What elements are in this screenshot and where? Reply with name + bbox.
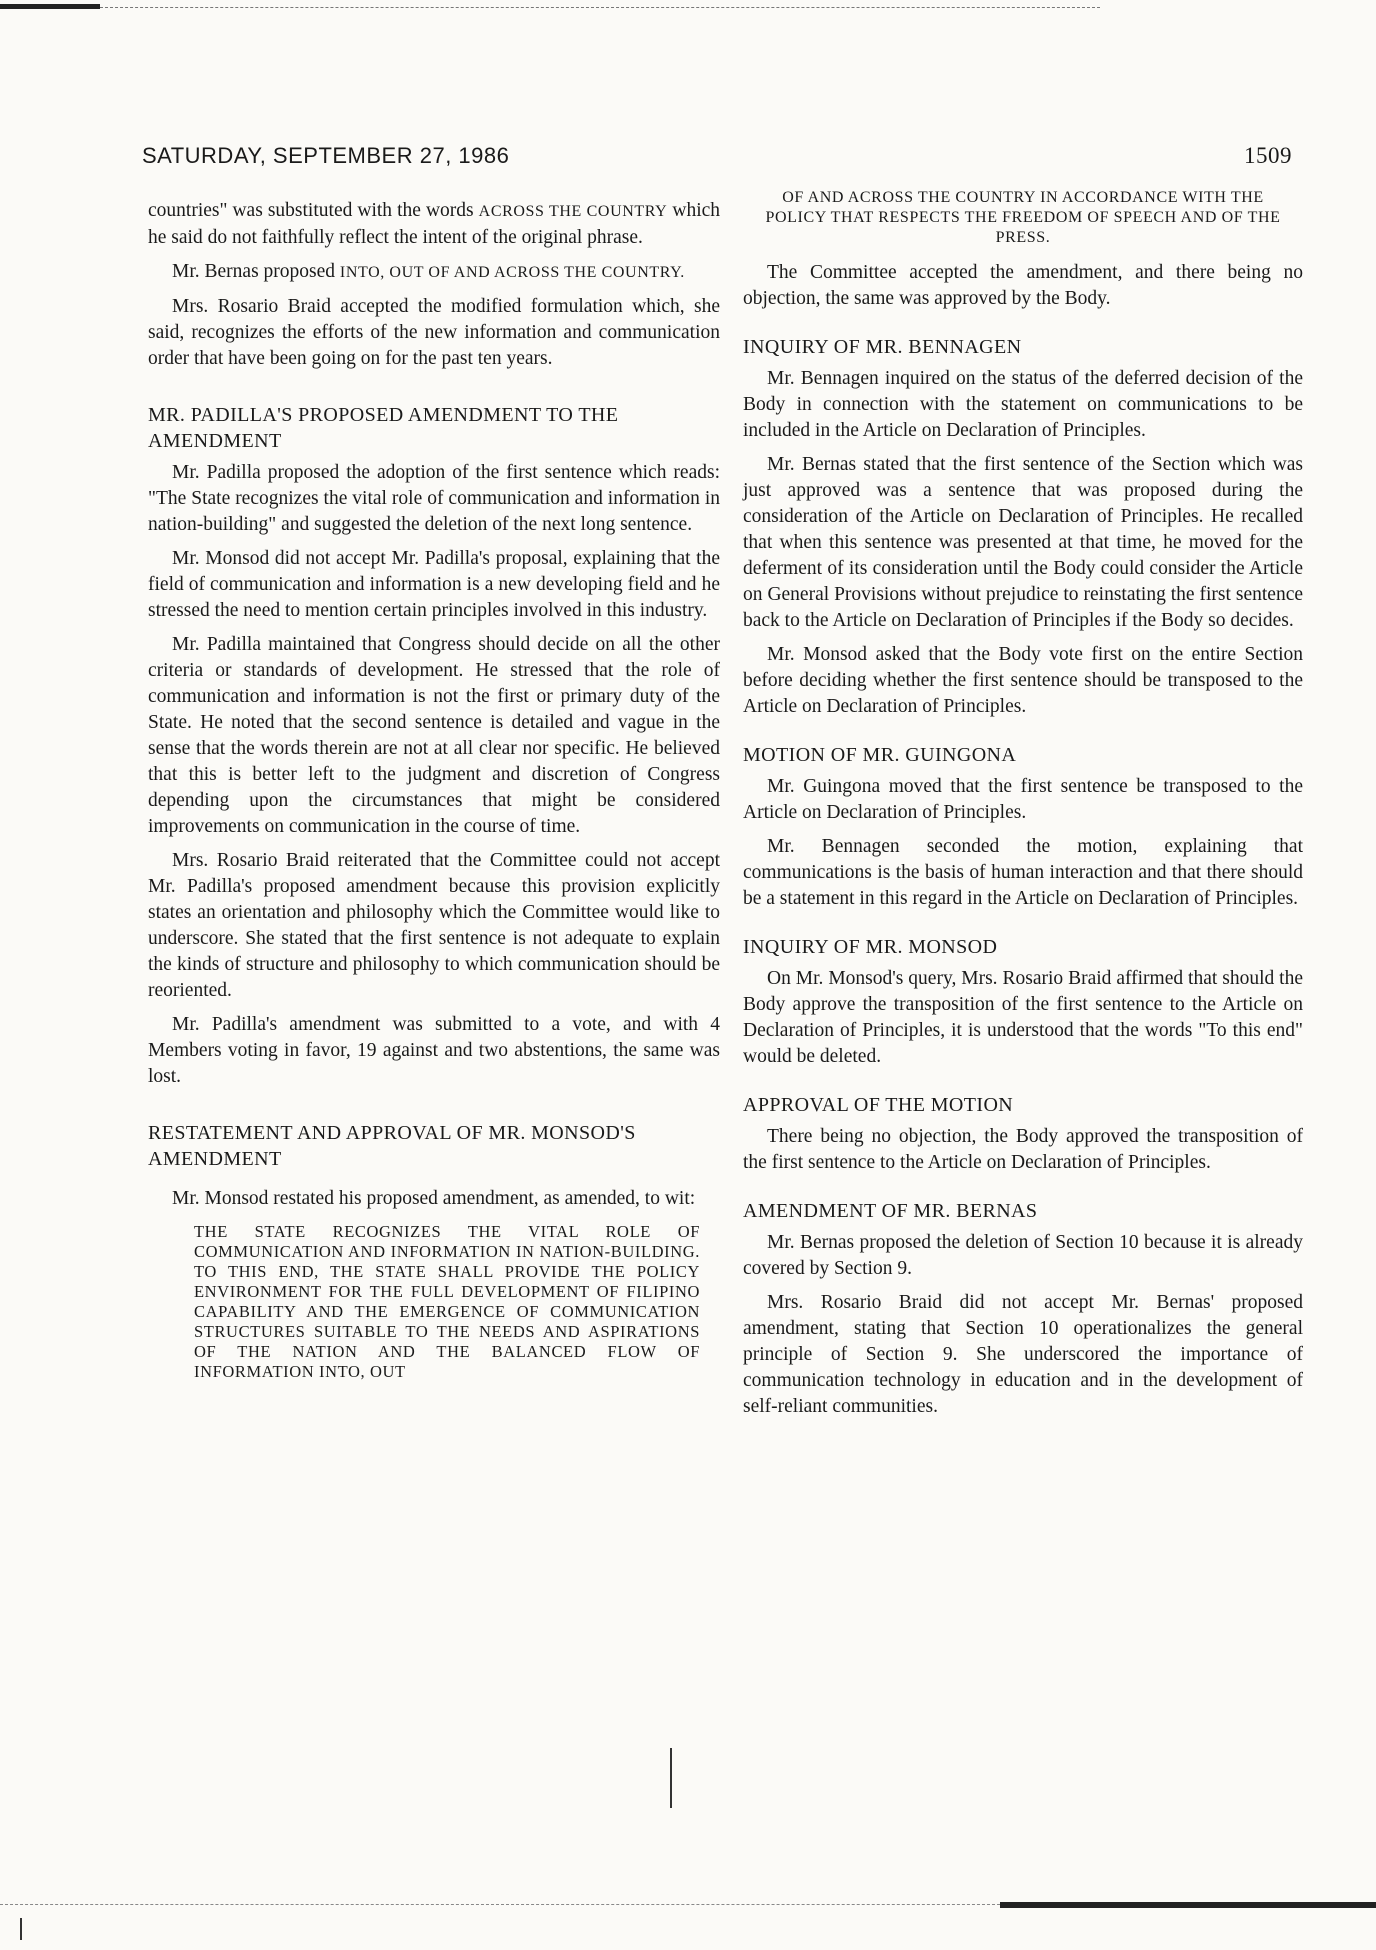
section-heading: MOTION OF MR. GUINGONA <box>743 744 1017 766</box>
library-stamp <box>0 1916 360 1950</box>
paragraph: The Committee accepted the amendment, and there being no objection, the same was approved by the Body. <box>743 262 1303 309</box>
paragraph: Mrs. Rosario Braid did not accept Mr. Bernas' proposed amendment, stating that Section 10 operationalizes the general principle of Section 9. She underscored the importance of communication technology in education and in the development of self-reliant communities. <box>743 1292 1303 1417</box>
paragraph: countries" was substituted with the words ACROSS THE COUNTRY which he said do not faithfully reflect the intent of the original phrase. <box>148 200 721 248</box>
paragraph: Mr. Padilla maintained that Congress should decide on all the other criteria or standards of development. He stressed that the role of communication and information is not the first or primary duty of the State. He noted that the second sentence is detailed and vague in the sense that the words therein are not at all clear nor specific. He believed that this is better left to the judgment and discretion of Congress depending upon the circumstances that might be considered improvements on communication in the course of time. <box>148 634 720 837</box>
paragraph: Mr. Padilla proposed the adoption of the first sentence which reads: "The State recognizes the vital role of communication and information in nation-building" and suggested the deletion of the next long sentence. <box>148 462 720 535</box>
paragraph: There being no objection, the Body approved the transposition of the first sentence to the Article on Declaration of Principles. <box>743 1126 1303 1173</box>
section-heading: INQUIRY OF MR. MONSOD <box>743 936 998 958</box>
section-heading: APPROVAL OF THE MOTION <box>743 1094 1014 1116</box>
section-heading: MR. PADILLA'S PROPOSED AMENDMENT TO THE AMENDMENT <box>148 404 619 452</box>
paragraph: Mr. Monsod asked that the Body vote first on the entire Section before deciding whether the first sentence should be transposed to the Article on Declaration of Principles. <box>743 644 1303 717</box>
paragraph: Mr. Bennagen inquired on the status of the deferred decision of the Body in connection with the statement on communications to be included in the Article on Declaration of Principles. <box>743 368 1303 441</box>
paragraph: Mr. Bennagen seconded the motion, explaining that communications is the basis of human interaction and that there should be a statement in this regard in the Article on Declaration of Principles. <box>743 836 1303 909</box>
paragraph: Mr. Bernas stated that the first sentence of the Section which was just approved was a sentence that was proposed during the consideration of the Article on Declaration of Principles. He recalled that when this sentence was presented at that time, he moved for the deferment of its consideration until the Body could consider the Article on General Provisions without prejudice to reinstating the first sentence back to the Article on Declaration of Principles if the Body so decides. <box>743 454 1303 631</box>
section-heading: INQUIRY OF MR. BENNAGEN <box>743 336 1022 358</box>
paragraph: Mr. Bernas proposed the deletion of Section 10 because it is already covered by Section 9. <box>743 1232 1303 1279</box>
amendment-text: THE STATE RECOGNIZES THE VITAL ROLE OF COMMUNICATION AND INFORMATION IN NATION-BUILDING. TO THIS END, THE STATE SHALL PROVIDE THE POLICY ENVIRONMENT FOR THE FULL DEVELOPMENT OF FILIPINO CAPABILITY AND THE EMERGENCE OF COMMUNICATION STRUCTURES SUITABLE TO THE NEEDS AND ASPIRATIONS OF THE NATION AND THE BALANCED FLOW OF INFORMATION INTO, OUT <box>194 1222 700 1381</box>
top-rule <box>0 0 1376 12</box>
page-date: SATURDAY, SEPTEMBER 27, 1986 <box>142 143 510 168</box>
paragraph: Mrs. Rosario Braid accepted the modified formulation which, she said, recognizes the efforts of the new information and communication order that have been going on for the past ten years. <box>148 296 720 369</box>
section-heading: AMENDMENT OF MR. BERNAS <box>743 1200 1038 1222</box>
bottom-rule <box>0 1904 1376 1910</box>
paragraph: Mr. Guingona moved that the first sentence be transposed to the Article on Declaration of Principles. <box>743 776 1303 823</box>
left-column <box>148 198 720 1390</box>
handwritten-mark <box>666 1748 696 1818</box>
paragraph: Mr. Bernas proposed INTO, OUT OF AND ACROSS THE COUNTRY. <box>172 261 685 282</box>
amendment-text-continued: OF AND ACROSS THE COUNTRY IN ACCORDANCE WITH THE POLICY THAT RESPECTS THE FREEDOM OF SPEECH AND OF THE PRESS. <box>765 189 1281 246</box>
section-heading: RESTATEMENT AND APPROVAL OF MR. MONSOD'S AMENDMENT <box>148 1122 636 1170</box>
paragraph: Mr. Monsod did not accept Mr. Padilla's proposal, explaining that the field of communication and information is a new developing field and he stressed the need to mention certain principles involved in this industry. <box>148 548 720 621</box>
paragraph: Mr. Monsod restated his proposed amendment, as amended, to wit: <box>172 1188 696 1209</box>
paragraph: Mrs. Rosario Braid reiterated that the Committee could not accept Mr. Padilla's proposed amendment because this provision explicitly states an orientation and philosophy which the Committee would like to underscore. She stated that the first sentence is not adequate to explain the kinds of structure and philosophy to which communication should be reoriented. <box>148 850 720 1001</box>
right-column <box>743 189 1303 1428</box>
paragraph: Mr. Padilla's amendment was submitted to a vote, and with 4 Members voting in favor, 19 against and two abstentions, the same was lost. <box>148 1014 720 1087</box>
page-number: 1509 <box>1244 143 1292 168</box>
paragraph: On Mr. Monsod's query, Mrs. Rosario Braid affirmed that should the Body approve the transposition of the first sentence to the Article on Declaration of Principles, it is understood that the words "To this end" would be deleted. <box>743 968 1303 1067</box>
